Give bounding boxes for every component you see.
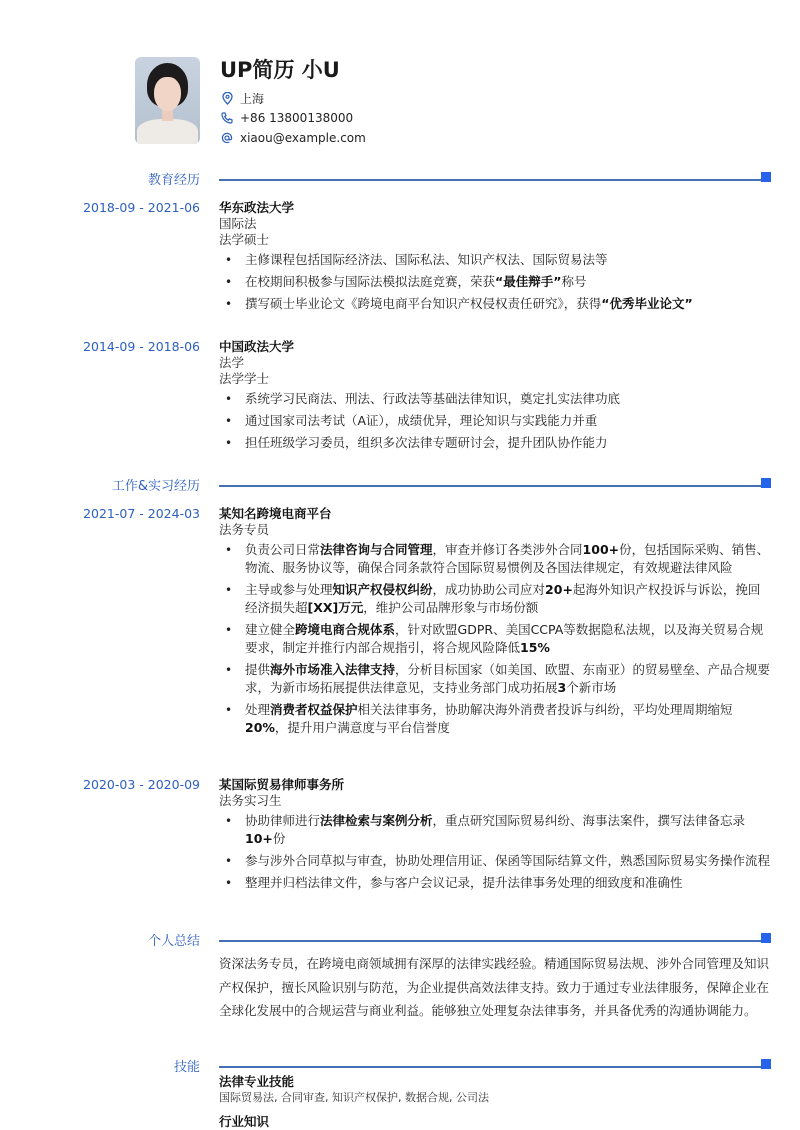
section-marker bbox=[761, 172, 771, 182]
major: 法学 bbox=[219, 355, 245, 370]
bullet-item: • 担任班级学习委员，组织多次法律专题研讨会，提升团队协作能力 bbox=[219, 434, 771, 452]
section-marker bbox=[761, 478, 771, 488]
work-section-header bbox=[0, 475, 800, 495]
section-divider bbox=[219, 1066, 770, 1068]
skill-group-title: 法律专业技能 bbox=[219, 1074, 295, 1089]
bullet-item: • 处理消费者权益保护相关法律事务，协助解决海外消费者投诉与纠纷，平均处理周期缩短20%，提升用户满意度与平台信誉度 bbox=[219, 701, 771, 737]
bullet-item: • 协助律师进行法律检索与案例分析，重点研究国际贸易纠纷、海事法案件，撰写法律备忘录10+份 bbox=[219, 812, 771, 848]
bullet-rich: 在校期间积极参与国际法模拟法庭竞赛，荣获“最佳辩手”称号 bbox=[245, 274, 587, 289]
profile-photo bbox=[135, 57, 200, 144]
candidate-name: UP简历 小U bbox=[220, 58, 340, 82]
job-title: 法务实习生 bbox=[219, 793, 282, 808]
phone-text: +86 13800138000 bbox=[240, 111, 354, 125]
skill-group-title: 行业知识 bbox=[219, 1114, 270, 1129]
job-title: 法务专员 bbox=[219, 522, 270, 537]
company-name: 某国际贸易律师事务所 bbox=[219, 777, 345, 792]
at-icon bbox=[220, 131, 234, 145]
entry-date: 2018-09 - 2021-06 bbox=[83, 200, 200, 215]
section-marker bbox=[761, 933, 771, 943]
bullet-item: • 主导或参与处理知识产权侵权纠纷，成功协助公司应对20+起海外知识产权投诉与诉讼，挽回经济损失超[XX]万元，维护公司品牌形象与市场份额 bbox=[219, 581, 771, 617]
bullet-item: • 提供海外市场准入法律支持，分析目标国家（如美国、欧盟、东南亚）的贸易壁垒、产品合规要求，为新市场拓展提供法律意见，支持业务部门成功拓展3个新市场 bbox=[219, 661, 771, 697]
major: 国际法 bbox=[219, 216, 257, 231]
bullet-item: • 建立健全跨境电商合规体系，针对欧盟GDPR、美国CCPA等数据隐私法规，以及海关贸易合规要求，制定并推行内部合规指引，将合规风险降低15% bbox=[219, 621, 771, 657]
email-row bbox=[220, 128, 366, 148]
education-section-header bbox=[0, 169, 800, 189]
section-title: 工作&实习经历 bbox=[111, 479, 200, 494]
section-divider bbox=[219, 179, 770, 181]
bullet-item bbox=[219, 295, 771, 313]
bullet-item: • 系统学习民商法、刑法、行政法等基础法律知识，奠定扎实法律功底 bbox=[219, 390, 771, 408]
bullet-item: • 通过国家司法考试（A证），成绩优异，理论知识与实践能力并重 bbox=[219, 412, 771, 430]
bullet-item: • 参与涉外合同草拟与审查，协助处理信用证、保函等国际结算文件，熟悉国际贸易实务操作流程 bbox=[219, 852, 771, 870]
entry-date: 2020-03 - 2020-09 bbox=[83, 777, 200, 792]
location-row bbox=[220, 88, 366, 108]
section-title: 技能 bbox=[173, 1060, 200, 1075]
email-text[interactable]: xiaou@example.com bbox=[240, 131, 366, 145]
school-name: 华东政法大学 bbox=[219, 200, 295, 215]
bullet-item: • 整理并归档法律文件，参与客户会议记录，提升法律事务处理的细致度和准确性 bbox=[219, 874, 771, 892]
bullet-item: • 负责公司日常法律咨询与合同管理，审查并修订各类涉外合同100+份，包括国际采购、销售、物流、服务协议等，确保合同条款符合国际贸易惯例及各国法律规定，有效规避法律风险 bbox=[219, 541, 771, 577]
company-name: 某知名跨境电商平台 bbox=[219, 506, 332, 521]
skill-group-items: 国际贸易法, 合同审查, 知识产权保护, 数据合规, 公司法 bbox=[219, 1091, 489, 1104]
section-marker bbox=[761, 1059, 771, 1069]
contact-info bbox=[220, 57, 366, 148]
phone-icon bbox=[220, 111, 234, 125]
bullet-item: • 主修课程包括国际经济法、国际私法、知识产权法、国际贸易法等 bbox=[219, 251, 771, 269]
degree: 法学硕士 bbox=[219, 232, 270, 247]
phone-row bbox=[220, 108, 366, 128]
work-bullets bbox=[219, 541, 771, 737]
resume-header bbox=[135, 57, 366, 148]
location-text: 上海 bbox=[240, 91, 265, 106]
section-title: 教育经历 bbox=[147, 173, 200, 188]
section-divider bbox=[219, 485, 770, 487]
skills-list bbox=[219, 1073, 771, 1130]
entry-date: 2014-09 - 2018-06 bbox=[83, 339, 200, 354]
section-divider bbox=[219, 940, 770, 942]
bullet-rich: 撰写硕士毕业论文《跨境电商平台知识产权侵权责任研究》，获得“优秀毕业论文” bbox=[245, 296, 693, 311]
work-bullets bbox=[219, 812, 771, 892]
map-pin-icon bbox=[220, 91, 234, 105]
summary-section-header bbox=[0, 930, 800, 950]
degree: 法学学士 bbox=[219, 371, 270, 386]
section-title: 个人总结 bbox=[147, 934, 200, 949]
school-name: 中国政法大学 bbox=[219, 339, 295, 354]
summary-text: 资深法务专员，在跨境电商领域拥有深厚的法律实践经验。精通国际贸易法规、涉外合同管理及知识产权保护，擅长风险识别与防范，为企业提供高效法律支持。致力于通过专业法律服务，保障企业在全球化发展中的合规运营与商业利益。能够独立处理复杂法律事务，并具备优秀的沟通协调能力。 bbox=[219, 956, 770, 1018]
bullet-item bbox=[219, 273, 771, 291]
entry-date: 2021-07 - 2024-03 bbox=[83, 506, 200, 521]
